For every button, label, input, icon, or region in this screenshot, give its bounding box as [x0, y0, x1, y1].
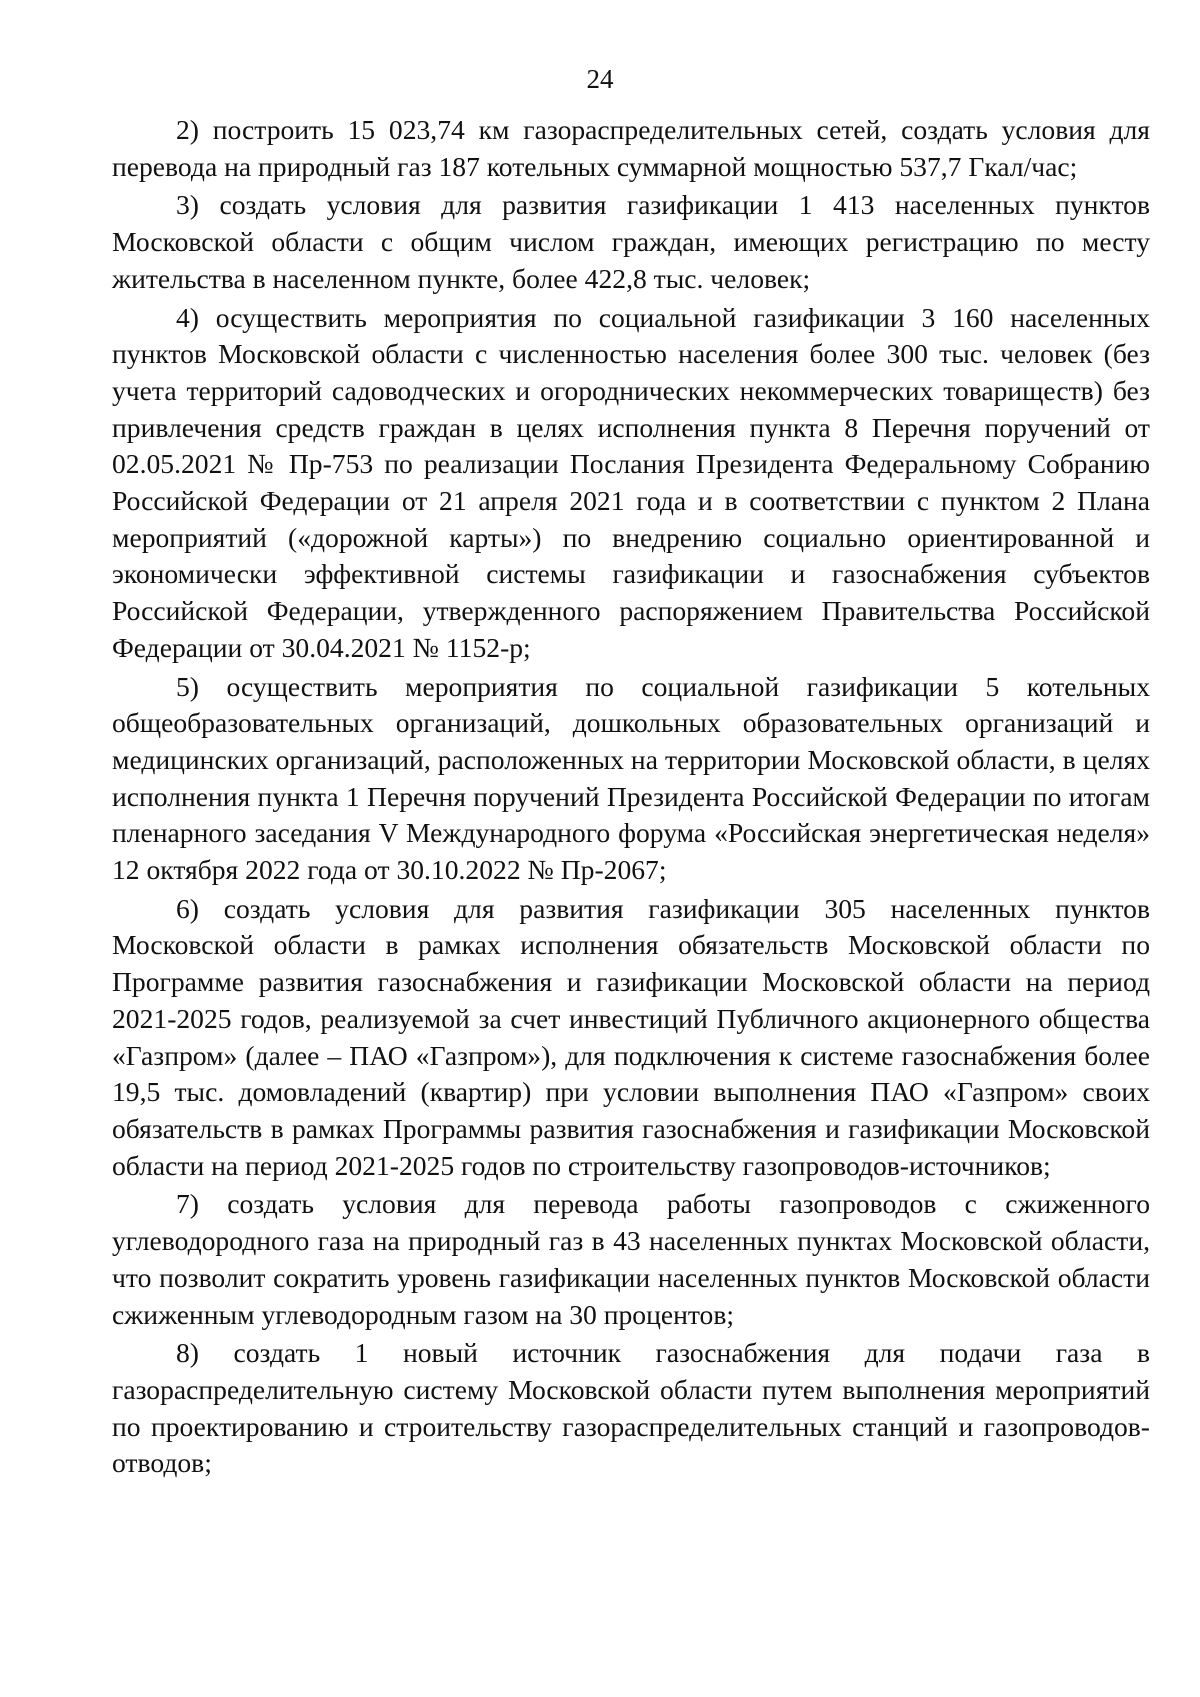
paragraph-item-3: 3) создать условия для развития газификации 1 413 населенных пунктов Московской области с общим числом граждан, имеющих регистрацию по месту жительства в населенном пункте, более 422,8 тыс. человек;: [112, 189, 1150, 294]
paragraph-item-8: 8) создать 1 новый источник газоснабжения для подачи газа в газораспределительную систему Московской области путем выполнения мероприятий по проектированию и строительству газораспределительных станций и газопроводов-отводов;: [112, 1337, 1150, 1479]
paragraph-item-5: 5) осуществить мероприятия по социальной газификации 5 котельных общеобразовательных организаций, дошкольных образовательных организаций и медицинских организаций, расположенных на территории Московской области, в целях исполнения пункта 1 Перечня поручений Президента Российской Федерации по итогам пленарного заседания V Международного форума «Российская энергетическая неделя» 12 октября 2022 года от 30.10.2022 № Пр-2067;: [112, 670, 1150, 886]
paragraph-item-6: 6) создать условия для развития газификации 305 населенных пунктов Московской области в рамках исполнения обязательств Московской области по Программе развития газоснабжения и газификации Московской области на период 2021-2025 годов, реализуемой за счет инвестиций Публичного акционерного общества «Газпром» (далее – ПАО «Газпром»), для подключения к системе газоснабжения более 19,5 тыс. домовладений (квартир) при условии выполнения ПАО «Газпром» своих обязательств в рамках Программы развития газоснабжения и газификации Московской области на период 2021-2025 годов по строительству газопроводов-источников;: [112, 892, 1150, 1181]
document-body: [112, 112, 1150, 1482]
paragraph-item-7: 7) создать условия для перевода работы газопроводов с сжиженного углеводородного газа на природный газ в 43 населенных пунктах Московской области, что позволит сократить уровень газификации населенных пунктов Московской области сжиженным углеводородным газом на 30 процентов;: [112, 1188, 1150, 1330]
paragraph-item-2: 2) построить 15 023,74 км газораспределительных сетей, создать условия для перевода на природный газ 187 котельных суммарной мощностью 537,7 Гкал/час;: [112, 114, 1150, 182]
page-number: 24: [586, 64, 614, 94]
paragraph-item-4: 4) осуществить мероприятия по социальной газификации 3 160 населенных пунктов Московской области с численностью населения более 300 тыс. человек (без учета территорий садоводческих и огороднических некоммерческих товариществ) без привлечения средств граждан в целях исполнения пункта 8 Перечня поручений от 02.05.2021 № Пр-753 по реализации Послания Президента Федеральному Собранию Российской Федерации от 21 апреля 2021 года и в соответствии с пунктом 2 Плана мероприятий («дорожной карты») по внедрению социально ориентированной и экономически эффективной системы газификации и газоснабжения субъектов Российской Федерации, утвержденного распоряжением Правительства Российской Федерации от 30.04.2021 № 1152-р;: [112, 301, 1150, 663]
